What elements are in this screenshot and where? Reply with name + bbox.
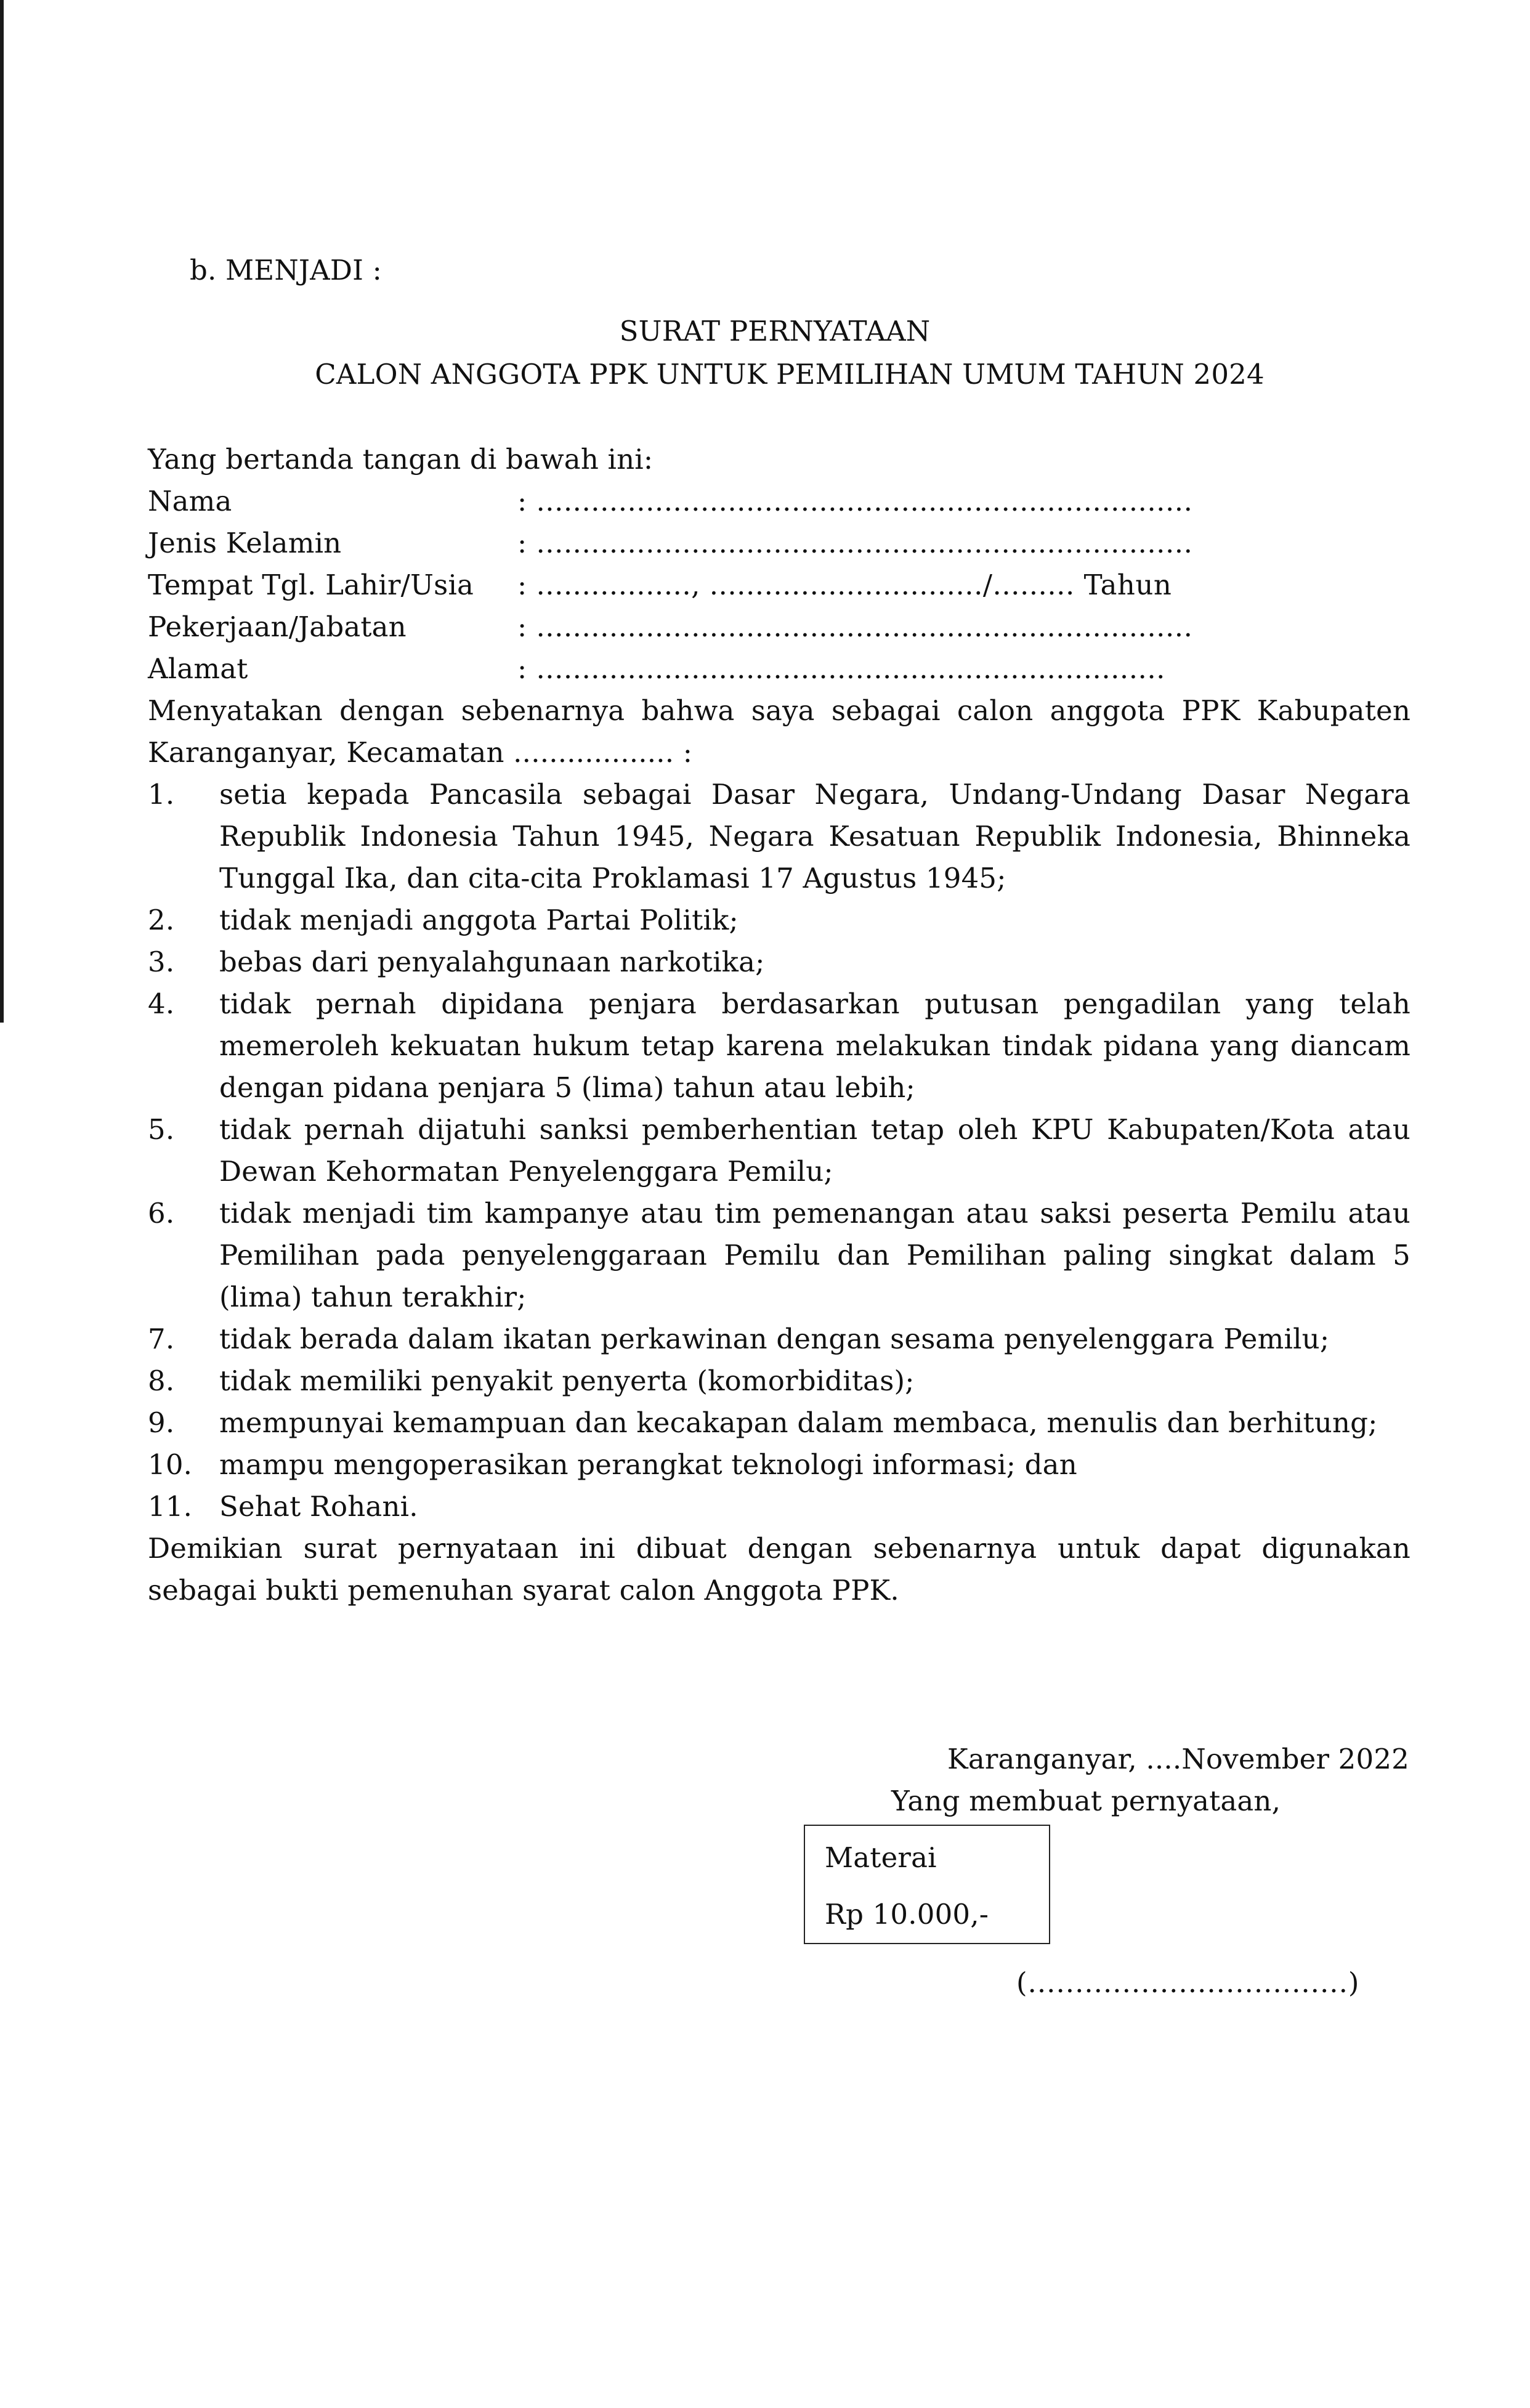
identity-fields [148,480,1411,690]
list-item [148,1318,1411,1360]
signature-name-blank: (..................................) [1016,1966,1360,1999]
list-item [148,1109,1411,1193]
list-number: 9. [148,1406,175,1439]
field-tempat-tgl-lahir [148,564,1411,606]
list-item [148,1402,1411,1444]
list-text: mampu mengoperasikan perangkat teknologi informasi; dan [219,1448,1077,1481]
stamp-amount: Rp 10.000,- [825,1898,989,1931]
field-pekerjaan [148,606,1411,648]
list-item [148,1360,1411,1402]
list-item [148,1193,1411,1318]
list-text: setia kepada Pancasila sebagai Dasar Negara, Undang-Undang Dasar Negara Republik Indonesia Tahun 1945, Negara Kesatuan Republik Indonesia, Bhinneka Tunggal Ika, dan cita-cita Proklamasi 17 Agustus 1945; [219,778,1411,894]
stamp-label: Materai [825,1841,937,1874]
stamp-duty-box [804,1825,1050,1944]
list-text: tidak menjadi tim kampanye atau tim pemenangan atau saksi peserta Pemilu atau Pemilihan pada penyelenggaraan Pemilu dan Pemilihan paling singkat dalam 5 (lima) tahun terakhir; [219,1197,1411,1313]
list-item [148,1486,1411,1528]
list-text: bebas dari penyalahgunaan narkotika; [219,946,765,978]
list-number: 3. [148,946,175,978]
field-blank: : ........................................................................ [517,610,1193,643]
list-text: tidak berada dalam ikatan perkawinan dengan sesama penyelenggara Pemilu; [219,1323,1330,1355]
document-title: SURAT PERNYATAAN [619,315,931,347]
field-nama [148,480,1411,522]
list-number: 10. [148,1448,193,1481]
list-text: tidak pernah dijatuhi sanksi pemberhentian tetap oleh KPU Kabupaten/Kota atau Dewan Kehormatan Penyelenggara Pemilu; [219,1113,1411,1188]
list-number: 6. [148,1197,175,1230]
list-number: 5. [148,1113,175,1146]
field-blank: : ..................................................................... [517,652,1165,685]
field-label: Alamat [148,652,248,685]
signature-place-date: Karanganyar, ....November 2022 [947,1743,1409,1775]
list-item [148,774,1411,899]
field-jenis-kelamin [148,522,1411,564]
list-text: mempunyai kemampuan dan kecakapan dalam membaca, menulis dan berhitung; [219,1406,1378,1439]
field-label: Pekerjaan/Jabatan [148,610,407,643]
list-text: tidak memiliki penyakit penyerta (komorbiditas); [219,1364,915,1397]
list-item [148,899,1411,941]
field-blank: : ........................................................................ [517,485,1193,517]
field-blank: : ................., ............................../......... Tahun [517,569,1172,601]
list-item [148,941,1411,983]
closing-paragraph: Demikian surat pernyataan ini dibuat dengan sebenarnya untuk dapat digunakan sebagai bukti pemenuhan syarat calon Anggota PPK. [148,1532,1411,1607]
field-label: Nama [148,485,232,517]
list-text: tidak pernah dipidana penjara berdasarkan putusan pengadilan yang telah memeroleh kekuatan hukum tetap karena melakukan tindak pidana yang diancam dengan pidana penjara 5 (lima) tahun atau lebih; [219,987,1411,1104]
document-body [148,439,1411,1611]
intro-text: Yang bertanda tangan di bawah ini: [148,443,654,476]
list-number: 7. [148,1323,175,1355]
list-number: 1. [148,778,175,811]
list-number: 4. [148,987,175,1020]
field-label: Tempat Tgl. Lahir/Usia [148,569,474,601]
document-subtitle: CALON ANGGOTA PPK UNTUK PEMILIHAN UMUM TAHUN 2024 [315,358,1265,391]
field-blank: : ........................................................................ [517,527,1193,559]
list-text: Sehat Rohani. [219,1490,418,1523]
list-number: 11. [148,1490,193,1523]
list-item [148,1444,1411,1486]
list-number: 2. [148,904,175,936]
section-label: b. MENJADI : [190,254,382,286]
requirements-list [148,774,1411,1528]
field-alamat [148,648,1411,690]
signature-role: Yang membuat pernyataan, [891,1785,1281,1817]
statement-paragraph: Menyatakan dengan sebenarnya bahwa saya sebagai calon anggota PPK Kabupaten Karanganyar, Kecamatan .................. : [148,694,1411,769]
list-item [148,983,1411,1109]
list-number: 8. [148,1364,175,1397]
list-text: tidak menjadi anggota Partai Politik; [219,904,739,936]
field-label: Jenis Kelamin [148,527,342,559]
